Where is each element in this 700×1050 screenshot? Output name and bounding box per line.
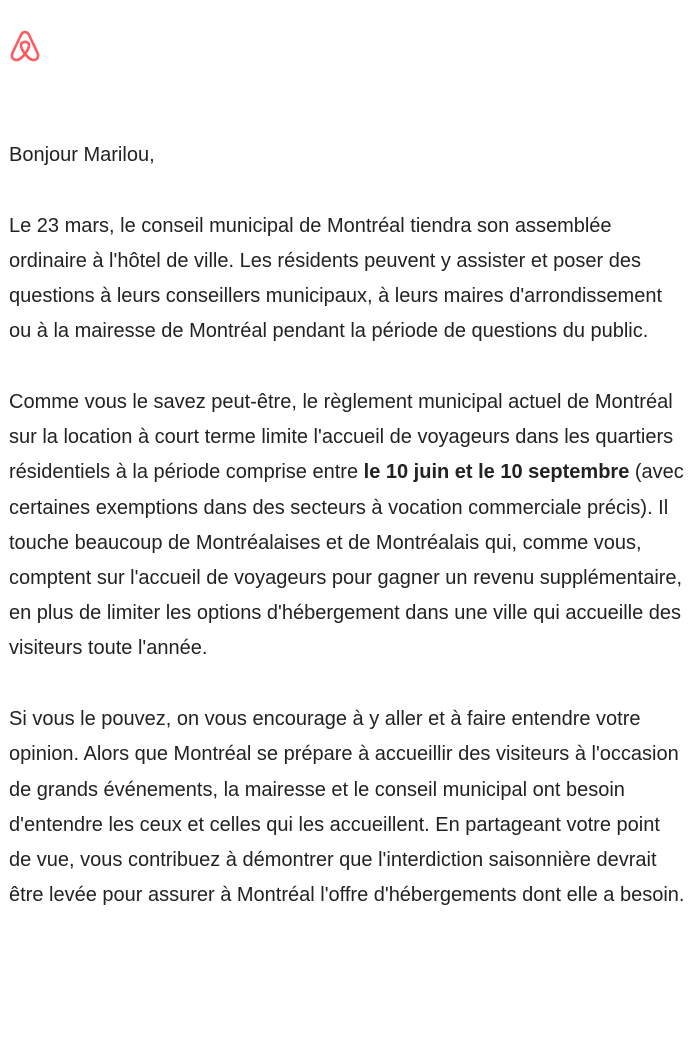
paragraph-regulation — [9, 385, 685, 667]
regulation-dates: le 10 juin et le 10 septembre — [363, 461, 630, 484]
paragraph-meeting: Le 23 mars, le conseil municipal de Montréal tiendra son assemblée ordinaire à l'hôtel de ville. Les résidents peuvent y assister et poser des questions à leurs conseillers municipaux, à leurs maires d'arrondissement ou à la mairesse de Montréal pendant la période de questions du public. — [9, 214, 663, 343]
airbnb-logo-glyph — [8, 28, 42, 64]
greeting: Bonjour Marilou, — [9, 144, 155, 166]
regulation-text-end: (avec certaines exemptions dans des secteurs à vocation commerciale précis). Il touche beaucoup de Montréalaises et de Montréalais qui, comme vous, comptent sur l'accueil de voyageurs pour gagner un revenu supplémentaire, en plus de limiter les options d'hébergement dans une ville qui accueille des visiteurs toute l'année. — [9, 461, 684, 660]
regulation-text-start: Comme vous le savez peut-être, le règlement municipal actuel de Montréal sur la location à court terme limite l'accueil de voyageurs dans les quartiers résidentiels à la période comprise entre — [9, 391, 674, 484]
email-body — [9, 138, 685, 949]
airbnb-logo-icon[interactable] — [8, 28, 42, 64]
paragraph-call-to-action: Si vous le pouvez, on vous encourage à y aller et à faire entendre votre opinion. Alors que Montréal se prépare à accueillir des visiteurs à l'occasion de grands événements, la mairesse et le conseil municipal ont besoin d'entendre les ceux et celles qui les accueillent. En partageant votre point de vue, vous contribuez à démontrer que l'interdiction saisonnière devrait être levée pour assurer à Montréal l'offre d'hébergements dont elle a besoin. — [9, 708, 685, 907]
